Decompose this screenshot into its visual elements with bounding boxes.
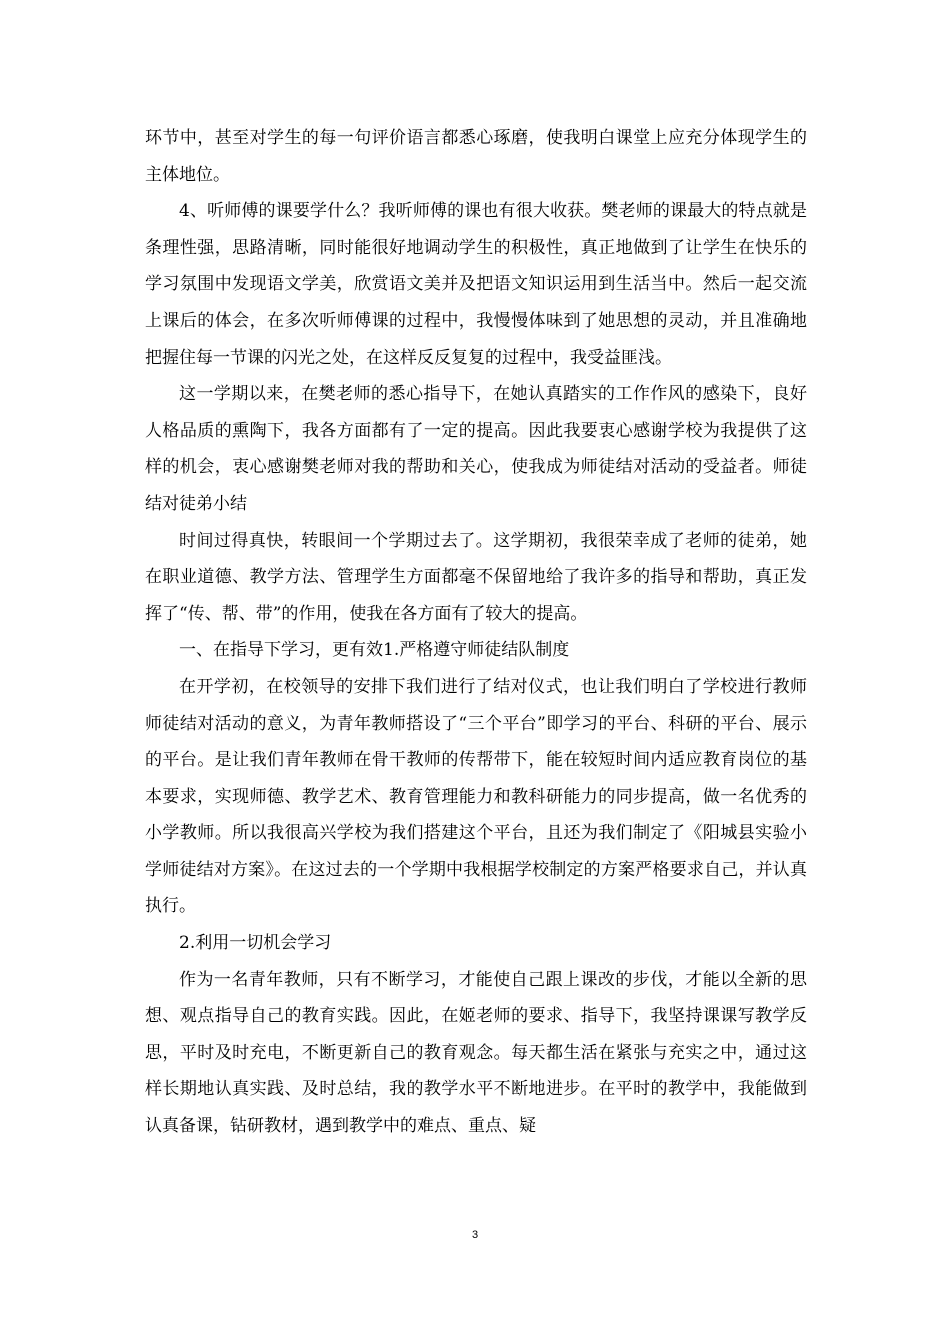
paragraph-young-teacher: 作为一名青年教师，只有不断学习，才能使自己跟上课改的步伐，才能以全新的思想、观点指导自己的教育实践。因此，在姬老师的要求、指导下，我坚持课课写教学反思，平时及时充电，不断更新自己的教育观念。每天都生活在紧张与充实之中，通过这样长期地认真实践、及时总结，我的教学水平不断地进步。在平时的教学中，我能做到认真备课，钻研教材，遇到教学中的难点、重点、疑 <box>145 969 807 1137</box>
paragraph-semester-thanks: 这一学期以来，在樊老师的悉心指导下，在她认真踏实的工作作风的感染下，良好人格品质的熏陶下，我各方面都有了一定的提高。因此我要衷心感谢学校为我提供了这样的机会，衷心感谢樊老师对我的帮助和关心，使我成为师徒结对活动的受益者。师徒结对徒弟小结 <box>145 384 807 514</box>
document-body <box>145 120 807 1145</box>
section-heading-opportunities: 2.利用一切机会学习 <box>179 933 332 954</box>
paragraph-listening-lessons: 4、听师傅的课要学什么？我听师傅的课也有很大收获。樊老师的课最大的特点就是条理性强，思路清晰，同时能很好地调动学生的积极性，真正地做到了让学生在快乐的学习氛围中发现语文学美，欣赏语文美并及把语文知识运用到生活当中。然后一起交流上课后的体会，在多次听师傅课的过程中，我慢慢体味到了她思想的灵动，并且准确地把握住每一节课的闪光之处，在这样反反复复的过程中，我受益匪浅。 <box>145 201 807 368</box>
section-heading-learning: 一、在指导下学习，更有效1.严格遵守师徒结队制度 <box>179 640 570 661</box>
paragraph-continuation: 环节中，甚至对学生的每一句评价语言都悉心琢磨，使我明白课堂上应充分体现学生的主体地位。 <box>145 128 807 185</box>
page-number: 3 <box>471 1229 479 1241</box>
paragraph-time-flies: 时间过得真快，转眼间一个学期过去了。这学期初，我很荣幸成了老师的徒弟，她在职业道德、教学方法、管理学生方面都毫不保留地给了我许多的指导和帮助，真正发挥了“传、帮、带”的作用，使我在各方面有了较大的提高。 <box>145 530 807 624</box>
paragraph-pairing-ceremony: 在开学初，在校领导的安排下我们进行了结对仪式，也让我们明白了学校进行教师师徒结对活动的意义，为青年教师搭设了“三个平台”即学习的平台、科研的平台、展示的平台。是让我们青年教师在骨干教师的传帮带下，能在较短时间内适应教育岗位的基本要求，实现师德、教学艺术、教育管理能力和教科研能力的同步提高，做一名优秀的小学教师。所以我很高兴学校为我们搭建这个平台，且还为我们制定了《阳城县实验小学师徒结对方案》。在这过去的一个学期中我根据学校制定的方案严格要求自己，并认真执行。 <box>145 676 807 917</box>
